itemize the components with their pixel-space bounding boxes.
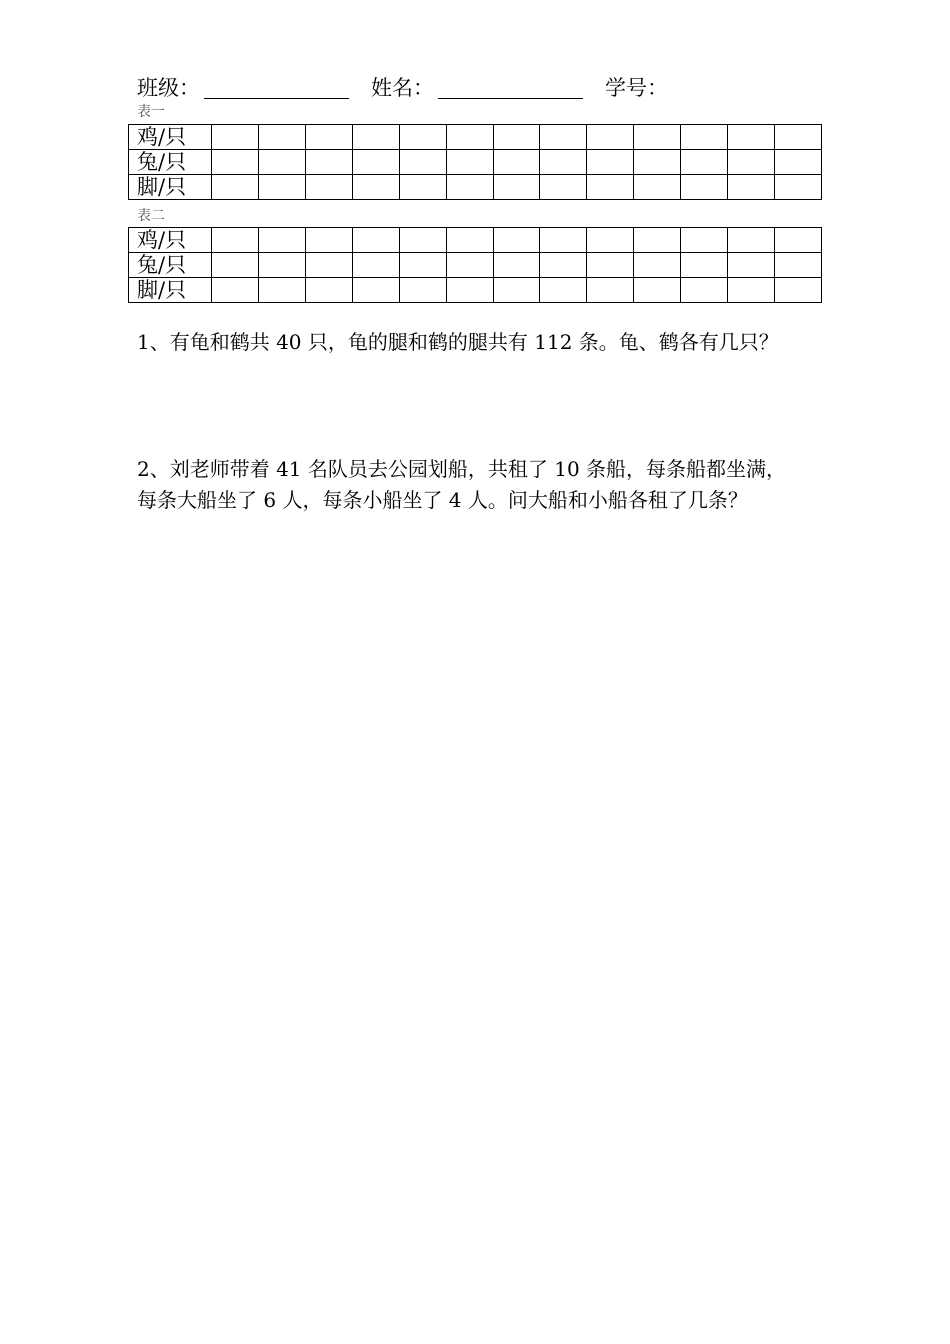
student-id-label: 学号：	[605, 76, 668, 100]
table-2-body	[129, 228, 822, 303]
blank-cell[interactable]	[681, 175, 728, 200]
blank-cell[interactable]	[446, 125, 493, 150]
question-1: 1、有龟和鹤共 40 只，龟的腿和鹤的腿共有 112 条。龟、鹤各有几只？	[137, 330, 779, 354]
blank-cell[interactable]	[681, 125, 728, 150]
blank-cell[interactable]	[446, 150, 493, 175]
blank-cell[interactable]	[212, 253, 259, 278]
class-blank-line[interactable]	[204, 98, 349, 99]
blank-cell[interactable]	[634, 228, 681, 253]
blank-cell[interactable]	[728, 228, 775, 253]
question-2-line-1: 2、刘老师带着 41 名队员去公园划船，共租了 10 条船，每条船都坐满，	[137, 457, 787, 481]
row-header: 脚/只	[129, 278, 212, 303]
blank-cell[interactable]	[352, 150, 399, 175]
blank-cell[interactable]	[587, 175, 634, 200]
blank-cell[interactable]	[212, 175, 259, 200]
blank-cell[interactable]	[775, 228, 822, 253]
blank-cell[interactable]	[258, 253, 305, 278]
blank-cell[interactable]	[258, 228, 305, 253]
blank-cell[interactable]	[634, 150, 681, 175]
table1-caption: 表一	[137, 104, 165, 120]
blank-cell[interactable]	[352, 175, 399, 200]
blank-cell[interactable]	[352, 125, 399, 150]
blank-cell[interactable]	[634, 253, 681, 278]
blank-cell[interactable]	[258, 175, 305, 200]
blank-cell[interactable]	[587, 278, 634, 303]
table-row	[129, 228, 822, 253]
blank-cell[interactable]	[775, 253, 822, 278]
blank-cell[interactable]	[728, 175, 775, 200]
blank-cell[interactable]	[352, 278, 399, 303]
blank-cell[interactable]	[540, 253, 587, 278]
blank-cell[interactable]	[446, 253, 493, 278]
blank-cell[interactable]	[681, 253, 728, 278]
blank-cell[interactable]	[305, 150, 352, 175]
blank-cell[interactable]	[212, 150, 259, 175]
class-label: 班级：	[137, 76, 200, 100]
blank-cell[interactable]	[681, 150, 728, 175]
blank-cell[interactable]	[634, 175, 681, 200]
blank-cell[interactable]	[728, 278, 775, 303]
blank-cell[interactable]	[540, 228, 587, 253]
blank-cell[interactable]	[587, 253, 634, 278]
blank-cell[interactable]	[399, 278, 446, 303]
blank-cell[interactable]	[587, 228, 634, 253]
table-row	[129, 125, 822, 150]
blank-cell[interactable]	[681, 278, 728, 303]
blank-cell[interactable]	[305, 253, 352, 278]
blank-cell[interactable]	[212, 228, 259, 253]
blank-cell[interactable]	[681, 228, 728, 253]
blank-cell[interactable]	[493, 175, 540, 200]
blank-cell[interactable]	[493, 150, 540, 175]
blank-cell[interactable]	[728, 150, 775, 175]
table-row	[129, 175, 822, 200]
blank-cell[interactable]	[352, 228, 399, 253]
name-blank-line[interactable]	[438, 98, 583, 99]
blank-cell[interactable]	[399, 228, 446, 253]
question-2	[137, 454, 827, 516]
blank-cell[interactable]	[399, 253, 446, 278]
blank-cell[interactable]	[446, 175, 493, 200]
row-header: 脚/只	[129, 175, 212, 200]
row-header: 兔/只	[129, 253, 212, 278]
blank-cell[interactable]	[634, 278, 681, 303]
blank-cell[interactable]	[775, 278, 822, 303]
blank-cell[interactable]	[775, 175, 822, 200]
blank-cell[interactable]	[728, 125, 775, 150]
blank-cell[interactable]	[446, 278, 493, 303]
blank-cell[interactable]	[352, 253, 399, 278]
blank-cell[interactable]	[212, 278, 259, 303]
blank-cell[interactable]	[305, 175, 352, 200]
blank-cell[interactable]	[399, 125, 446, 150]
blank-cell[interactable]	[493, 253, 540, 278]
name-label: 姓名：	[371, 76, 434, 100]
blank-cell[interactable]	[540, 175, 587, 200]
blank-cell[interactable]	[305, 228, 352, 253]
blank-cell[interactable]	[258, 150, 305, 175]
blank-cell[interactable]	[540, 278, 587, 303]
blank-cell[interactable]	[775, 125, 822, 150]
table-1-body	[129, 125, 822, 200]
question-2-line-2: 每条大船坐了 6 人，每条小船坐了 4 人。问大船和小船各租了几条？	[137, 488, 748, 512]
blank-cell[interactable]	[587, 125, 634, 150]
blank-cell[interactable]	[728, 253, 775, 278]
blank-cell[interactable]	[305, 278, 352, 303]
row-header: 兔/只	[129, 150, 212, 175]
table2-caption: 表二	[137, 208, 165, 224]
row-header: 鸡/只	[129, 228, 212, 253]
blank-cell[interactable]	[634, 125, 681, 150]
blank-cell[interactable]	[540, 150, 587, 175]
student-info-header	[137, 74, 837, 102]
table-row	[129, 278, 822, 303]
blank-cell[interactable]	[258, 278, 305, 303]
blank-cell[interactable]	[493, 228, 540, 253]
row-header: 鸡/只	[129, 125, 212, 150]
blank-cell[interactable]	[775, 150, 822, 175]
blank-cell[interactable]	[399, 175, 446, 200]
blank-cell[interactable]	[446, 228, 493, 253]
table-row	[129, 150, 822, 175]
blank-cell[interactable]	[493, 125, 540, 150]
table-1	[128, 124, 822, 200]
blank-cell[interactable]	[493, 278, 540, 303]
table-2	[128, 227, 822, 303]
table-row	[129, 253, 822, 278]
blank-cell[interactable]	[305, 125, 352, 150]
blank-cell[interactable]	[587, 150, 634, 175]
blank-cell[interactable]	[540, 125, 587, 150]
blank-cell[interactable]	[258, 125, 305, 150]
blank-cell[interactable]	[399, 150, 446, 175]
blank-cell[interactable]	[212, 125, 259, 150]
